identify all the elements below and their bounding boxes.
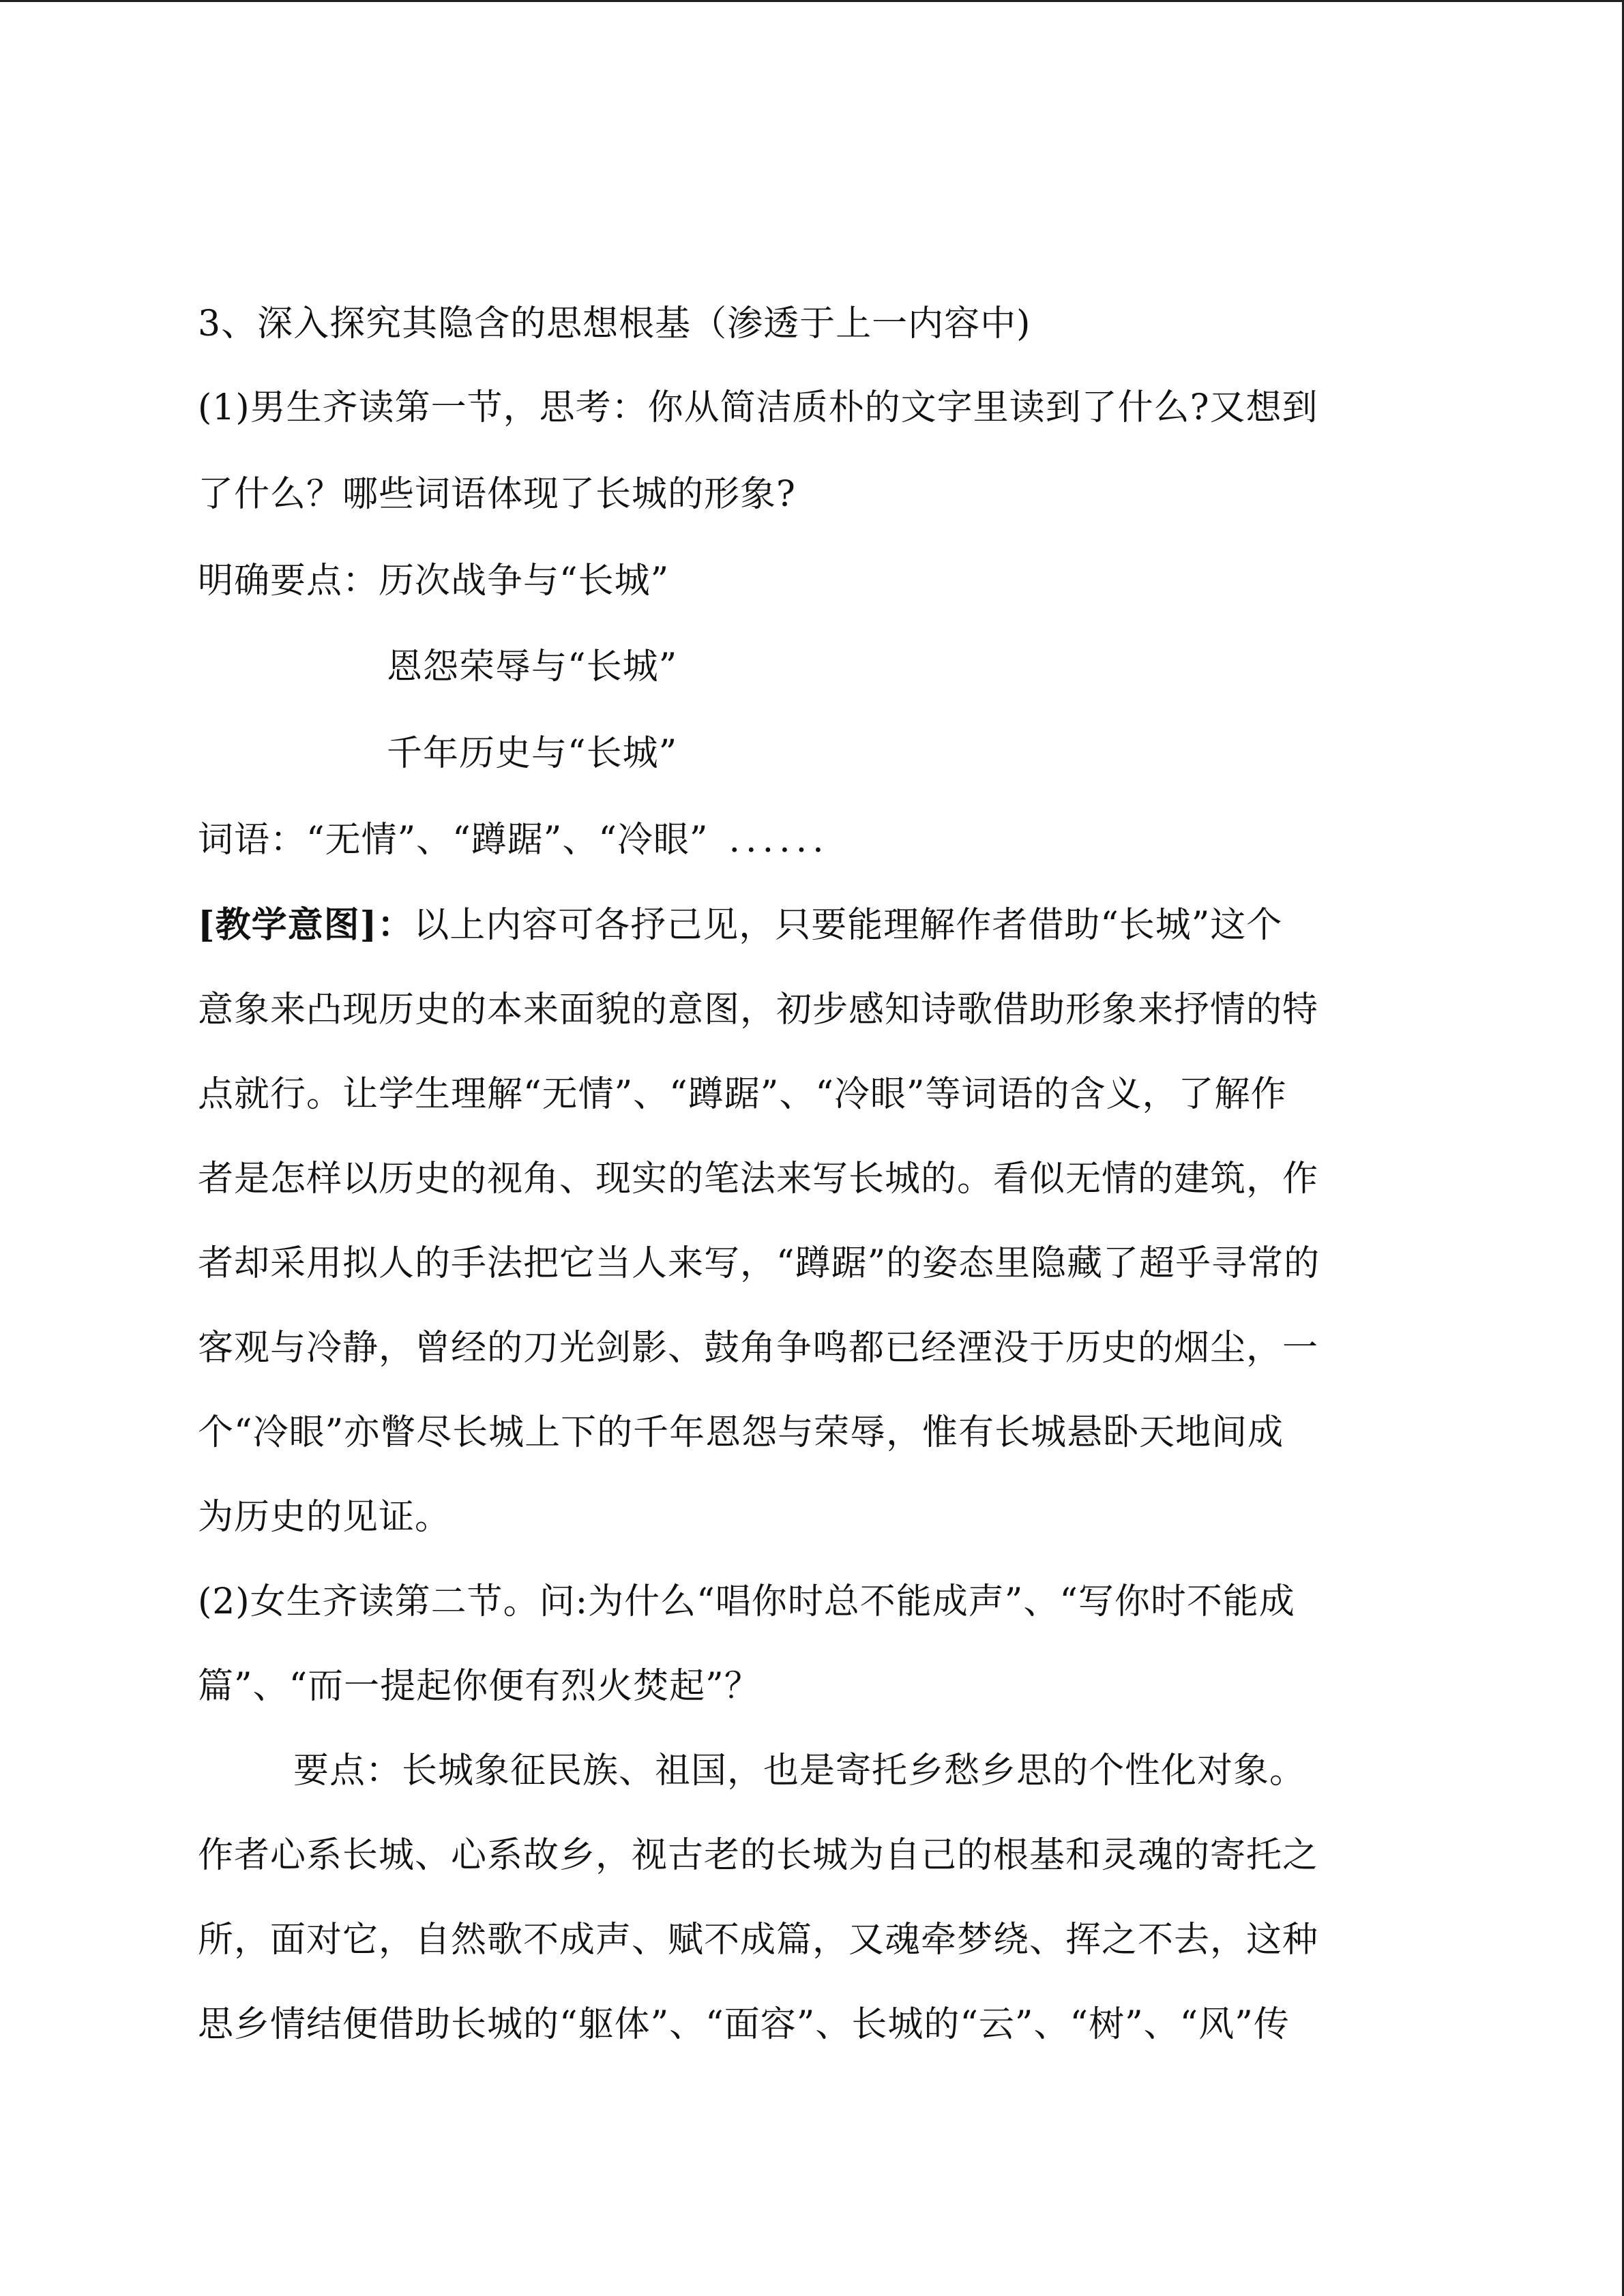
answer-line-3: 所，面对它，自然歌不成声、赋不成篇，又魂牵梦绕、挥之不去，这种: [198, 1920, 1319, 1960]
teaching-intent-line-6: 客观与冷静，曾经的刀光剑影、鼓角争鸣都已经湮没于历史的烟尘，一: [198, 1328, 1319, 1369]
teaching-intent-line-1: [198, 904, 1282, 947]
key-point-2: 恩怨荣辱与“长城”: [387, 646, 678, 687]
question-2-line-1: (2)女生齐读第二节。问:为什么“唱你时总不能成声”、“写你时不能成: [198, 1581, 1295, 1622]
key-points-line: [198, 559, 669, 603]
ellipsis: ......: [728, 820, 829, 861]
question-1-line-1: (1)男生齐读第一节，思考：你从简洁质朴的文字里读到了什么?又想到: [198, 387, 1318, 428]
teaching-intent-line-8: 为历史的见证。: [198, 1497, 452, 1538]
answer-line-2: 作者心系长城、心系故乡，视古老的长城为自己的根基和灵魂的寄托之: [198, 1835, 1319, 1876]
key-points-label: 明确要点：: [198, 561, 379, 601]
teaching-intent-text-1: 以上内容可各抒己见，只要能理解作者借助“长城”这个: [413, 905, 1283, 946]
answer-line-1: 要点：长城象征民族、祖国，也是寄托乡愁乡思的个性化对象。: [293, 1750, 1306, 1791]
teaching-intent-label: [教学意图]：: [198, 904, 414, 946]
key-point-1: 历次战争与“长城”: [379, 561, 670, 601]
key-point-3: 千年历史与“长城”: [387, 733, 678, 774]
answer-line-4: 思乡情结便借助长城的“躯体”、“面容”、长城的“云”、“树”、“风”传: [198, 2004, 1290, 2045]
teaching-intent-line-5: 者却采用拟人的手法把它当人来写，“蹲踞”的姿态里隐藏了超乎寻常的: [198, 1243, 1320, 1284]
words-list: “无情”、“蹲踞”、“冷眼”: [306, 820, 709, 861]
teaching-intent-line-4: 者是怎样以历史的视角、现实的笔法来写长城的。看似无情的建筑，作: [198, 1159, 1319, 1199]
teaching-intent-line-3: 点就行。让学生理解“无情”、“蹲踞”、“冷眼”等词语的含义，了解作: [198, 1074, 1287, 1115]
words-line: [198, 818, 829, 862]
question-2-line-2: 篇”、“而一提起你便有烈火焚起”？: [198, 1666, 761, 1707]
section-heading: 3、深入探究其隐含的思想根基（渗透于上一内容中): [198, 303, 1031, 344]
words-label: 词语：: [198, 820, 307, 861]
question-1-line-2: 了什么？哪些词语体现了长城的形象?: [198, 474, 796, 515]
teaching-intent-line-7: 个“冷眼”亦瞥尽长城上下的千年恩怨与荣辱，惟有长城悬卧天地间成: [198, 1412, 1284, 1453]
teaching-intent-line-2: 意象来凸现历史的本来面貌的意图，初步感知诗歌借助形象来抒情的特: [198, 989, 1319, 1030]
